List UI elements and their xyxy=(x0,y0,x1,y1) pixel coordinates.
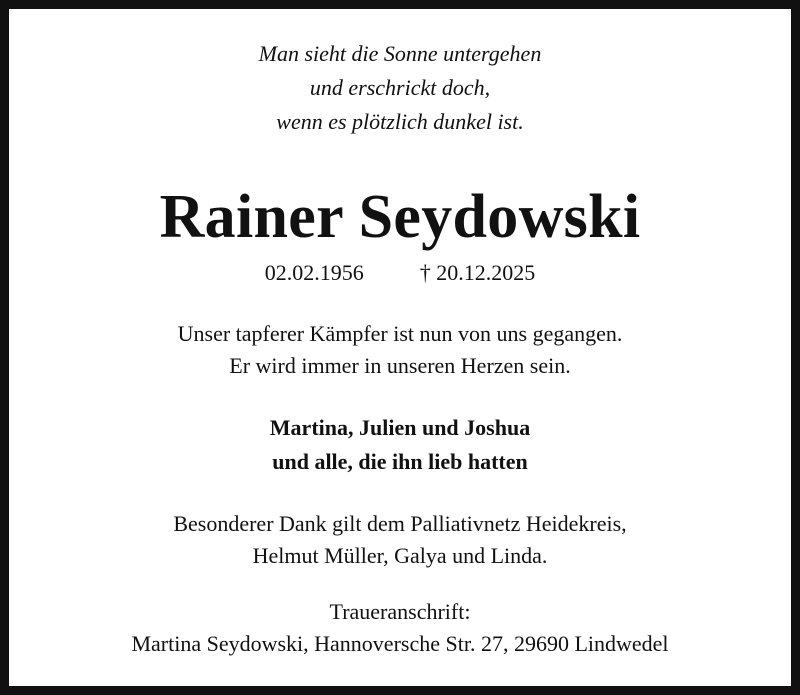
mourners-line-1: Martina, Julien und Joshua xyxy=(269,415,531,440)
message-line-1: Unser tapferer Kämpfer ist nun von uns gegangen. xyxy=(177,321,623,346)
thanks-line-1: Besonderer Dank gilt dem Palliativnetz Heidekreis, xyxy=(173,511,627,536)
quote-line-3: wenn es plötzlich dunkel ist. xyxy=(276,109,524,134)
quote-line-1: Man sieht die Sonne untergehen xyxy=(258,41,542,66)
message-line-2: Er wird immer in unseren Herzen sein. xyxy=(229,353,571,378)
death-date: † 20.12.2025 xyxy=(419,260,536,285)
mourners-line-2: und alle, die ihn lieb hatten xyxy=(272,449,528,474)
address-text: Martina Seydowski, Hannoversche Str. 27, 29690 Lindwedel xyxy=(131,631,669,656)
quote-line-2: und erschrickt doch, xyxy=(309,75,491,100)
life-dates xyxy=(18,259,782,287)
thanks-line-2: Helmut Müller, Galya und Linda. xyxy=(252,543,548,568)
deceased-name: Rainer Seydowski xyxy=(159,183,641,251)
birth-date: 02.02.1956 xyxy=(264,260,364,285)
address-label: Traueranschrift: xyxy=(329,599,471,624)
